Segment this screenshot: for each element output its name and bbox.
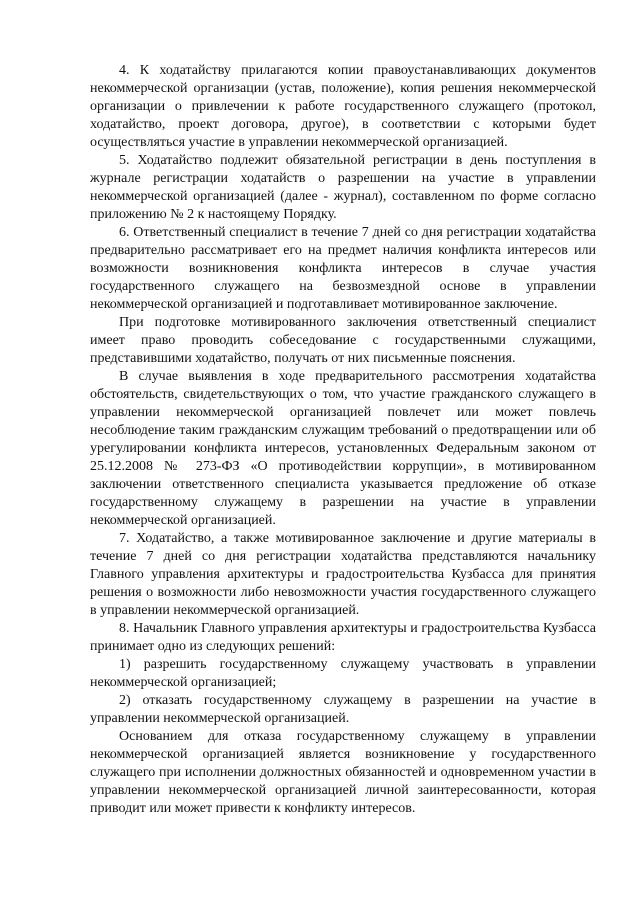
paragraph-decision-option-1: 1) разрешить государственному служащему участвовать в управлении некоммерческой организацией; — [90, 657, 596, 690]
paragraph-item-4-attachments: 4. К ходатайству прилагаются копии правоустанавливающих документов некоммерческой организации (устав, положение), копия решения некоммерческой организации о привлечении к работе государственного служащего (протокол, ходатайство, проект договора, другое), в соответствии с которыми будет осуществляться участие в управлении некоммерческой организацией. — [90, 63, 596, 150]
paragraph-conflict-case: В случае выявления в ходе предварительного рассмотрения ходатайства обстоятельств, свидетельствующих о том, что участие гражданского служащего в управлении некоммерческой организацией повлечет или может повлечь несоблюдение таким гражданским служащим требований о предотвращении или об урегулировании конфликта интересов, установленных Федеральным законом от 25.12.2008 № 273-ФЗ «О противодействии коррупции», в мотивированном заключении ответственного специалиста указывается предложение об отказе государственному служащему в разрешении на участие в управлении некоммерческой организацией. — [90, 369, 596, 528]
paragraph-refusal-grounds: Основанием для отказа государственному служащему в управлении некоммерческой организацией является возникновение у государственного служащего при исполнении должностных обязанностей и одновременном участии в управлении некоммерческой организацией личной заинтересованности, которая приводит или может привести к конфликту интересов. — [90, 729, 596, 816]
paragraph-item-8-decision: 8. Начальник Главного управления архитектуры и градостроительства Кузбасса принимает одно из следующих решений: — [90, 621, 596, 654]
paragraph-item-7-submission: 7. Ходатайство, а также мотивированное заключение и другие материалы в течение 7 дней со дня регистрации ходатайства представляются начальнику Главного управления архитектуры и градостроительства Кузбасса для принятия решения о возможности либо невозможности участия государственного служащего в управлении некоммерческой организацией. — [90, 531, 596, 618]
document-page — [90, 62, 596, 818]
paragraph-item-6-review: 6. Ответственный специалист в течение 7 дней со дня регистрации ходатайства предварительно рассматривает его на предмет наличия конфликта интересов или возможности возникновения конфликта интересов в случае участия государственного служащего на безвозмездной основе в управлении некоммерческой организацией и подготавливает мотивированное заключение. — [90, 225, 596, 312]
paragraph-decision-option-2: 2) отказать государственному служащему в разрешении на участие в управлении некоммерческой организацией. — [90, 693, 596, 726]
paragraph-item-5-registration: 5. Ходатайство подлежит обязательной регистрации в день поступления в журнале регистрации ходатайств о разрешении на участие в управлении некоммерческой организацией (далее - журнал), составленном по форме согласно приложению № 2 к настоящему Порядку. — [90, 153, 596, 222]
paragraph-interview-right: При подготовке мотивированного заключения ответственный специалист имеет право проводить собеседование с государственными служащими, представившими ходатайство, получать от них письменные пояснения. — [90, 315, 596, 366]
